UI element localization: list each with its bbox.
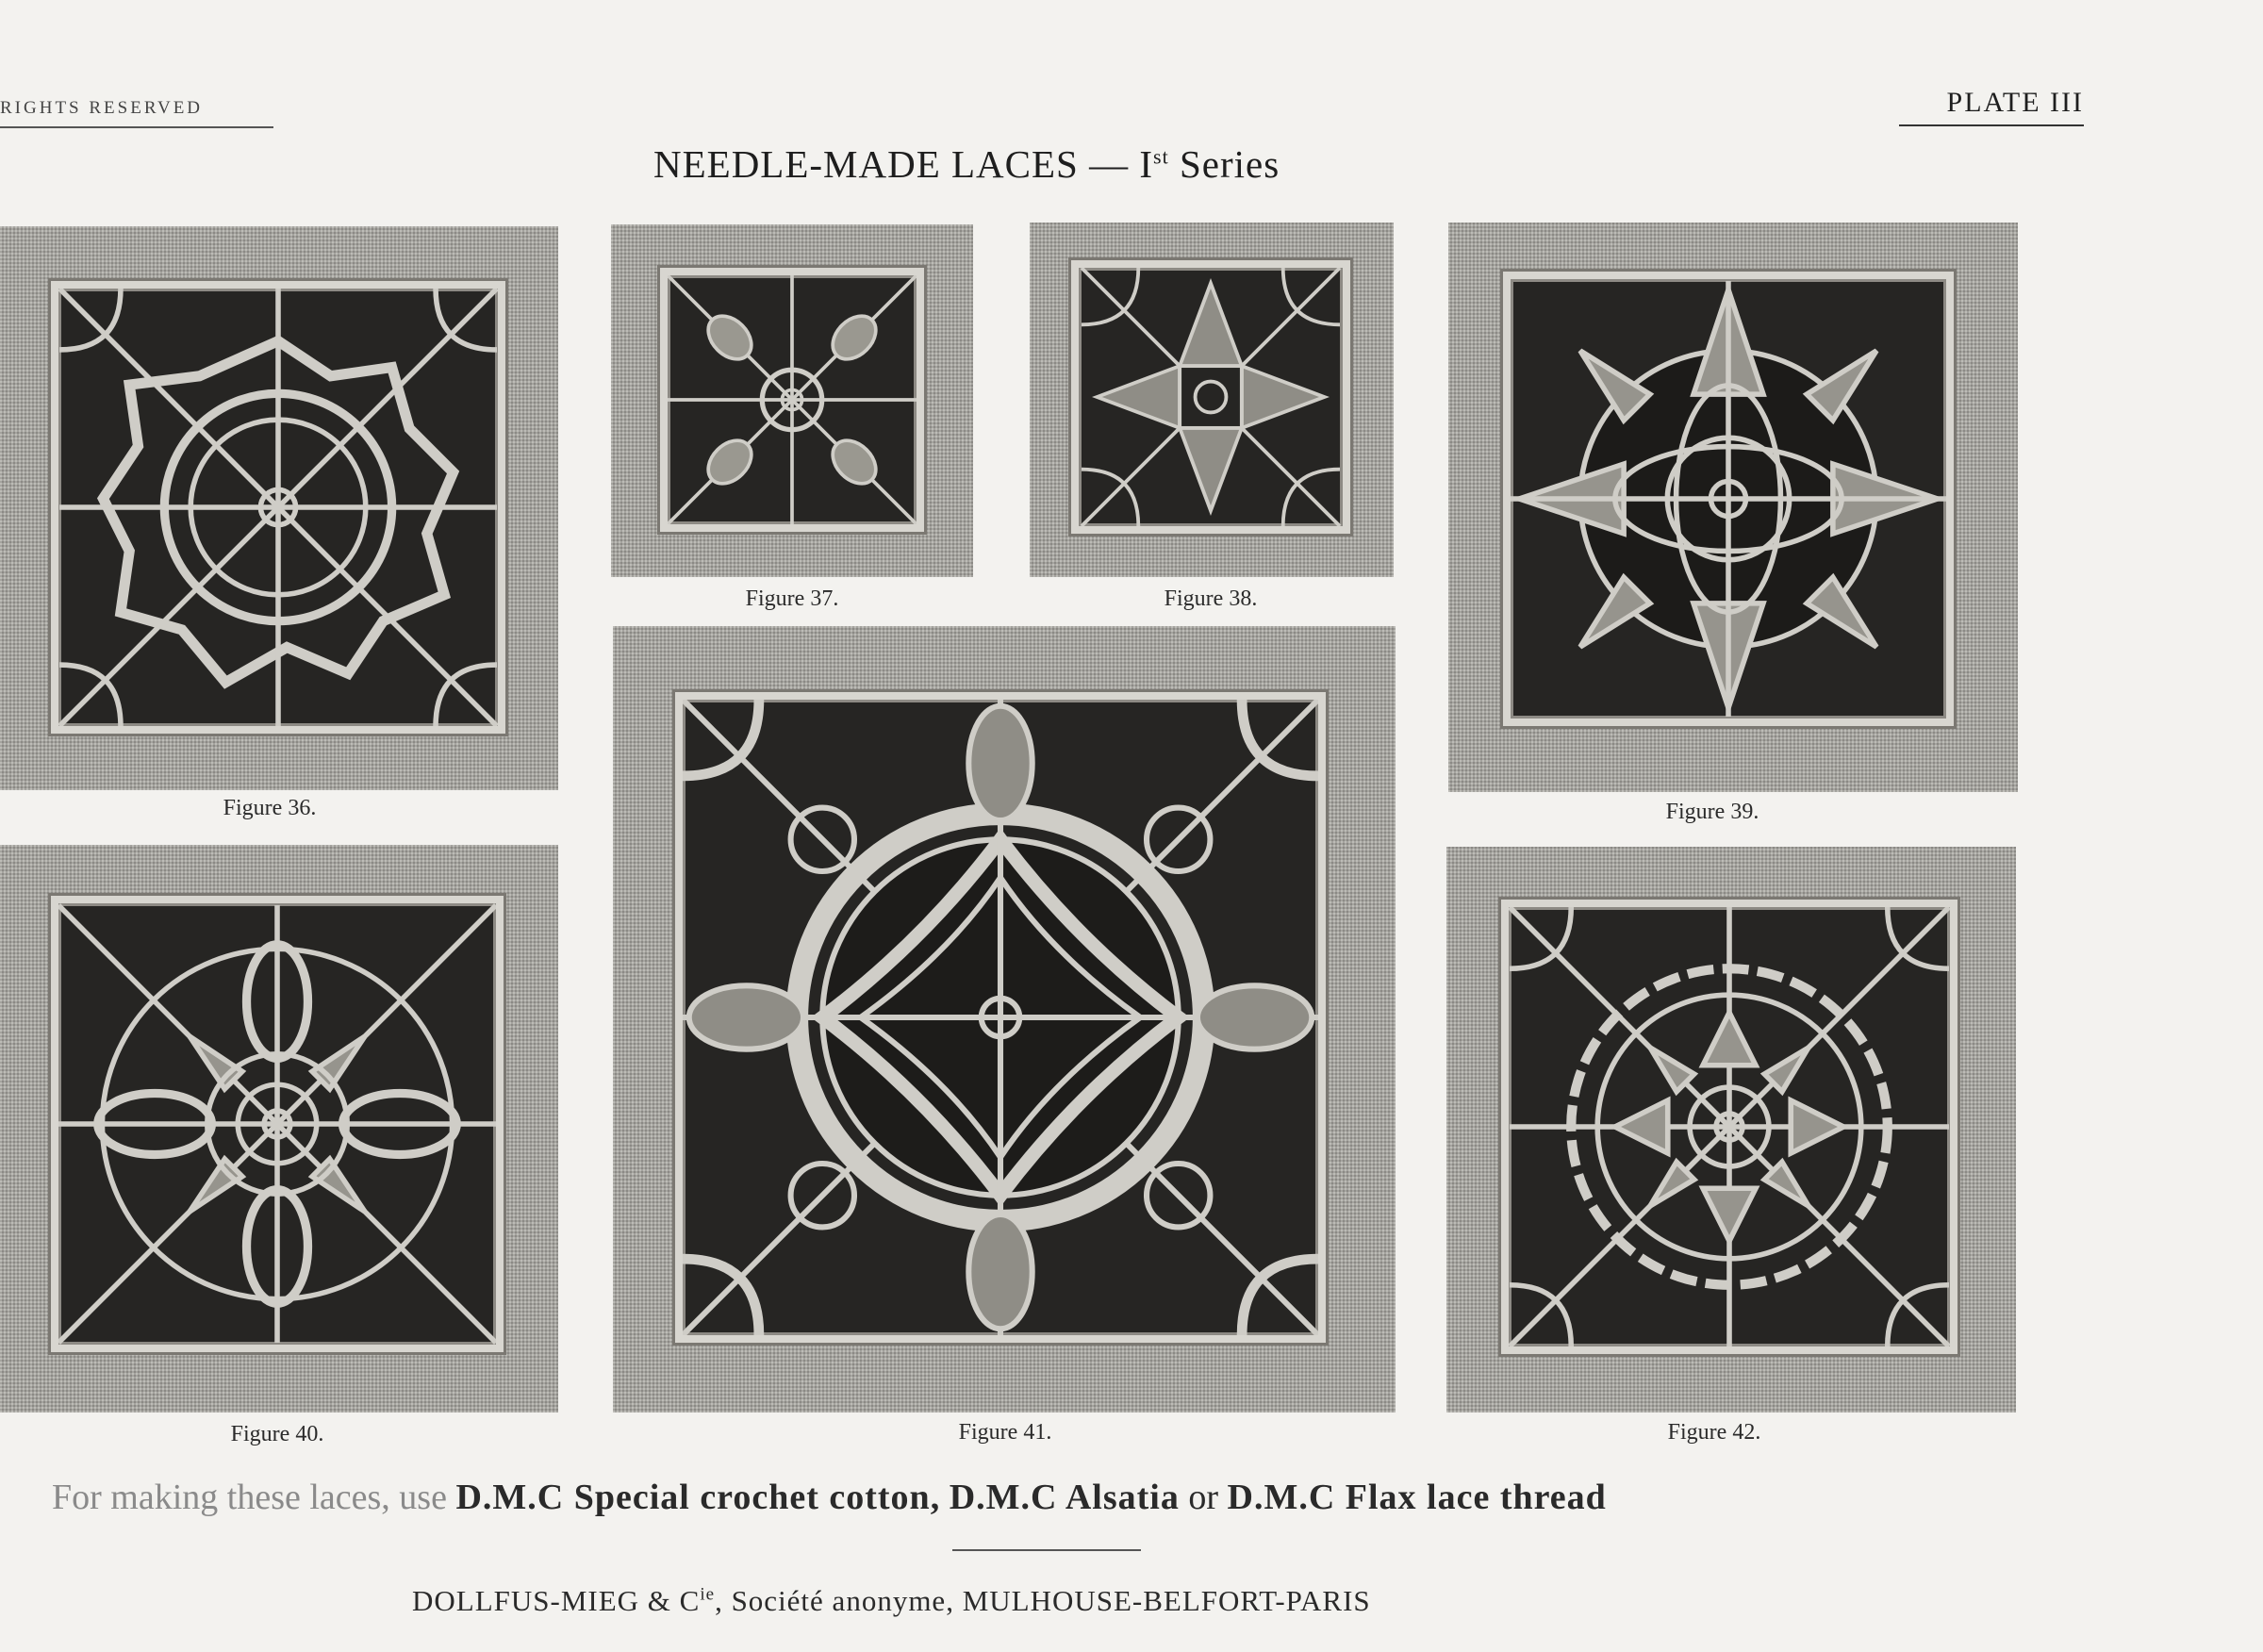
title-superscript: st — [1153, 144, 1169, 169]
figure-40-caption: Figure 40. — [230, 1422, 324, 1446]
figure-38-lace — [1071, 260, 1350, 534]
figure-41-pattern — [683, 700, 1318, 1335]
note-product-3: D.M.C Flax lace thread — [1227, 1478, 1607, 1517]
figure-42-lace — [1501, 900, 1957, 1354]
publisher-footer — [412, 1584, 1638, 1618]
figure-36-panel — [0, 226, 558, 790]
figure-41-lace — [675, 692, 1326, 1343]
note-sep-2: or — [1179, 1478, 1228, 1517]
figure-39-pattern — [1511, 279, 1946, 719]
note-product-1: D.M.C Special crochet cotton, — [455, 1478, 941, 1517]
page-title — [566, 141, 1559, 187]
title-main: NEEDLE-MADE LACES — I — [653, 142, 1154, 186]
divider-rule — [952, 1549, 1141, 1551]
figure-36-pattern — [58, 289, 498, 726]
figure-40-pattern — [58, 903, 496, 1345]
figure-42-pattern — [1509, 907, 1950, 1346]
figure-42-caption: Figure 42. — [1667, 1420, 1761, 1445]
plate-number: PLATE III — [1899, 87, 2084, 126]
rights-reserved-label: RIGHTS RESERVED — [0, 98, 273, 128]
footer-pre: DOLLFUS-MIEG & C — [412, 1584, 701, 1617]
thread-note — [52, 1477, 2032, 1518]
figure-39-panel — [1448, 223, 2018, 792]
figure-40-lace — [51, 896, 504, 1352]
figure-36-lace — [51, 281, 505, 734]
note-lead: For making these laces, use — [52, 1478, 456, 1517]
note-sep-1 — [940, 1478, 950, 1517]
figure-42-panel — [1446, 847, 2016, 1412]
figure-37-caption: Figure 37. — [745, 586, 839, 611]
figure-41-caption: Figure 41. — [958, 1420, 1052, 1445]
figure-37-lace — [660, 268, 924, 532]
figure-38-panel — [1030, 223, 1394, 577]
figure-37-pattern — [668, 275, 917, 524]
figure-37-panel — [611, 224, 973, 577]
figure-41-panel — [613, 626, 1396, 1412]
figure-38-pattern — [1079, 268, 1343, 526]
figure-38-caption: Figure 38. — [1164, 586, 1258, 611]
footer-sup: ie — [700, 1584, 716, 1605]
figure-39-caption: Figure 39. — [1665, 800, 1759, 824]
figure-36-caption: Figure 36. — [223, 796, 317, 820]
footer-post: , Société anonyme, MULHOUSE-BELFORT-PARIS — [715, 1584, 1371, 1617]
title-end: Series — [1168, 142, 1280, 186]
note-product-2: D.M.C Alsatia — [949, 1478, 1180, 1517]
figure-40-panel — [0, 845, 558, 1412]
figure-39-lace — [1503, 272, 1954, 726]
